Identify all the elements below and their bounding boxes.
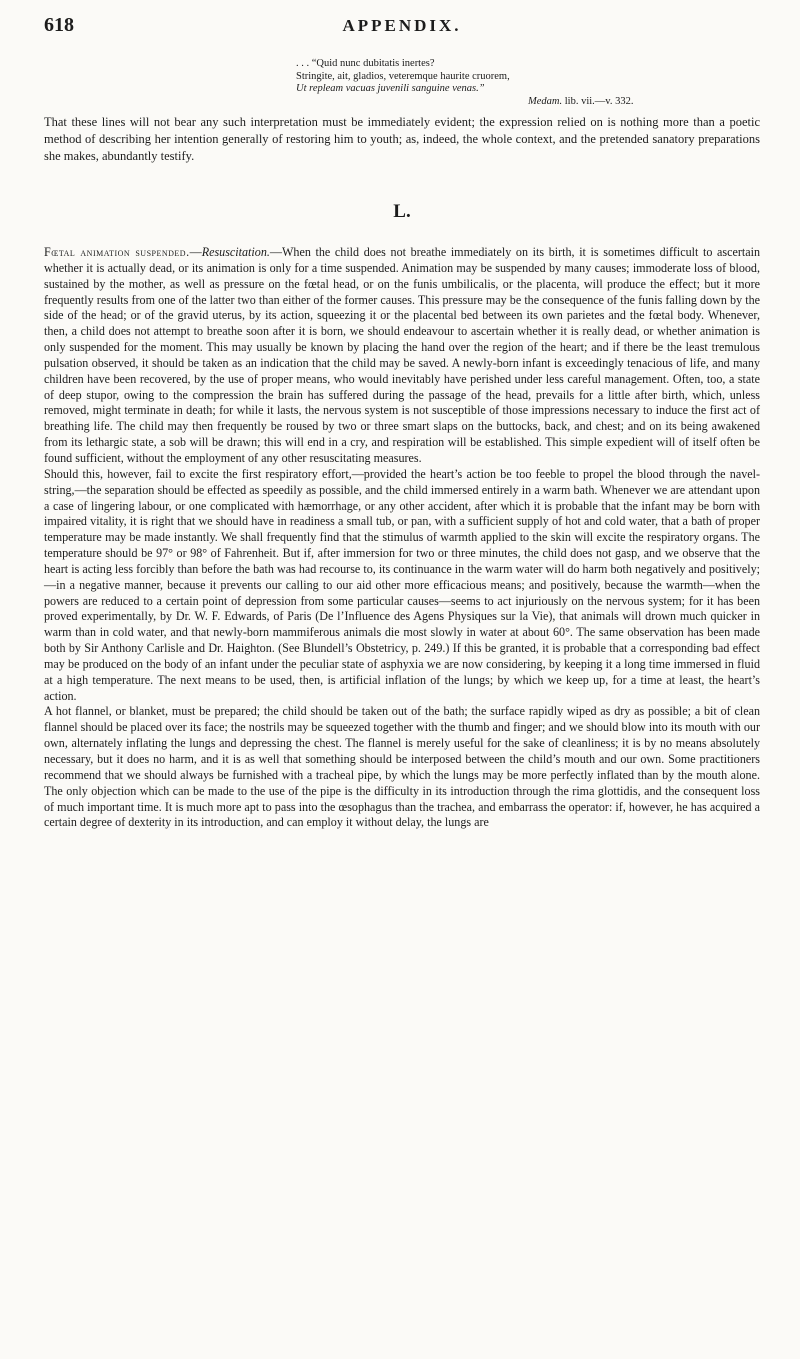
latin-epigraph <box>296 58 760 108</box>
epigraph-line-1: . . . “Quid nunc dubitatis inertes? <box>296 58 435 69</box>
epigraph-line-2: Stringite, ait, gladios, veteremque haurite cruorem, <box>296 70 510 82</box>
epigraph-source <box>528 96 760 109</box>
page-number: 618 <box>44 14 74 36</box>
section-paragraph-2: Should this, however, fail to excite the first respiratory effort,—provided the heart’s action be too feeble to propel the blood through the navel-string,—the separation should be effected as speedily as possible, and the child immersed entirely in a warm bath. Whenever we are attendant upon a case of lingering labour, or one complicated with hæmorrhage, or any other accident, after which it is probable that the infant may be born with impaired vitality, it is right that we should have in readiness a small tub, or pan, with a sufficient supply of hot and cold water, that a bath of proper temperature may be made instantly. We shall frequently find that the stimulus of warmth applied to the skin will excite the respiratory organs. The temperature should be 97° or 98° of Fahrenheit. But if, after immersion for two or three minutes, the child does not gasp, and we observe that the heart is acting less forcibly than before the bath was had recourse to, its continuance in the warm water will do harm both negatively and positively;—in a negative manner, because it prevents our calling to our aid other more efficacious means; and positively, because the warmth—when the powers are reduced to a certain point of depression from some particular causes—seems to act injuriously on the nervous system; for it has been proved experimentally, by Dr. W. F. Edwards, of Paris (De l’Influence des Agens Physiques sur la Vie), that animals will drown much quicker in warm than in cold water, and that newly-born mammiferous animals die most slowly in water at about 60°. The same observation has been made both by Sir Anthony Carlisle and Dr. Haighton. (See Blundell’s Obstetricy, p. 249.) If this be granted, it is probable that a corresponding bad effect may be produced on the body of an infant under the peculiar state of asphyxia we are now considering, by keeping it a long time immersed in fluid at a high temperature. The next means to be used, then, is artificial inflation of the lungs; by which we keep up, for a time at least, the heart’s action. <box>44 466 760 703</box>
section-letter: L. <box>393 201 411 222</box>
epigraph-line-3: Ut repleam vacuas juvenili sanguine venas.” <box>296 83 485 94</box>
epigraph-source-ref: lib. vii.—v. 332. <box>564 95 634 107</box>
running-head <box>44 14 760 42</box>
running-title: APPENDIX. <box>342 16 462 35</box>
heading-dash: — <box>189 245 202 259</box>
section-heading: Fœtal animation suspended. <box>44 245 190 259</box>
section-heading-italic: Resuscitation. <box>201 245 270 259</box>
section-paragraph-3: A hot flannel, or blanket, must be prepared; the child should be taken out of the bath; the surface rapidly wiped as dry as possible; a bit of clean flannel should be placed over its face; the nostrils may be squeezed together with the thumb and finger; and we should blow into its mouth with our own, alternately inflating the lungs and depressing the chest. The flannel is merely useful for the sake of cleanliness; it is by no means absolutely necessary, but it does no harm, and it is as well that something should be interposed between the child’s mouth and our own. Some practitioners recommend that we should always be furnished with a tracheal pipe, by which the lungs may be more perfectly inflated than by the mouth alone. The only objection which can be made to the use of the pipe is the difficulty in its introduction through the rima glottidis, and the consequent loss of much important time. It is much more apt to pass into the œsophagus than the trachea, and embarrass the operator: if, however, he has acquired a certain degree of dexterity in its introduction, and can employ it without delay, the lungs are <box>44 704 760 830</box>
section-paragraph-1 <box>44 245 760 467</box>
paragraph-1-text: —When the child does not breathe immediately on its birth, it is sometimes difficult to ascertain whether it is actually dead, or its animation is only for a time suspended. Animation may be suspended by many causes; immoderate loss of blood, sustained by the mother, as well as pressure on the fœtal head, or on the funis umbilicalis, or the placenta, will produce the effect; but it more frequently results from one of the latter two than either of the former causes. This pressure may be the consequence of the funis falling down by the side of the head; or of the gravid uterus, by its action, squeezing it or the placental bed between its own parietes and the fœtal body. Whenever, then, a child does not attempt to breathe soon after it is born, we should endeavour to ascertain whether it is really dead, or whether animation is only suspended for the moment. This may usually be known by placing the hand over the region of the heart; and if there be the least tremulous pulsation observed, it should be taken as an indication that the child may be saved. A newly-born infant is exceedingly tenacious of life, and many children have been recovered, by the use of proper means, who would inevitably have perished under less careful management. Often, too, a state of deep stupor, owing to the compression the brain has suffered during the passage of the head, prevails for a little after birth, which, unless removed, might terminate in death; for while it lasts, the nervous system is not susceptible of those impressions necessary to induce the first act of breathing life. The child may then frequently be roused by two or three smart slaps on the buttocks, back, and chest; and on its being awakened from its lethargic state, a sob will be drawn; this will end in a cry, and respiration will be established. This simple expedient will of itself often be found sufficient, without the employment of any other resuscitating measures. <box>44 245 760 465</box>
closing-paragraph: That these lines will not bear any such interpretation must be immediately evident; the expression relied on is nothing more than a poetic method of describing her intention generally of restoring him to youth; as, indeed, the whole context, and the pretended sanatory preparations she makes, abundantly testify. <box>44 115 760 163</box>
epigraph-source-name: Medam. <box>528 95 563 107</box>
